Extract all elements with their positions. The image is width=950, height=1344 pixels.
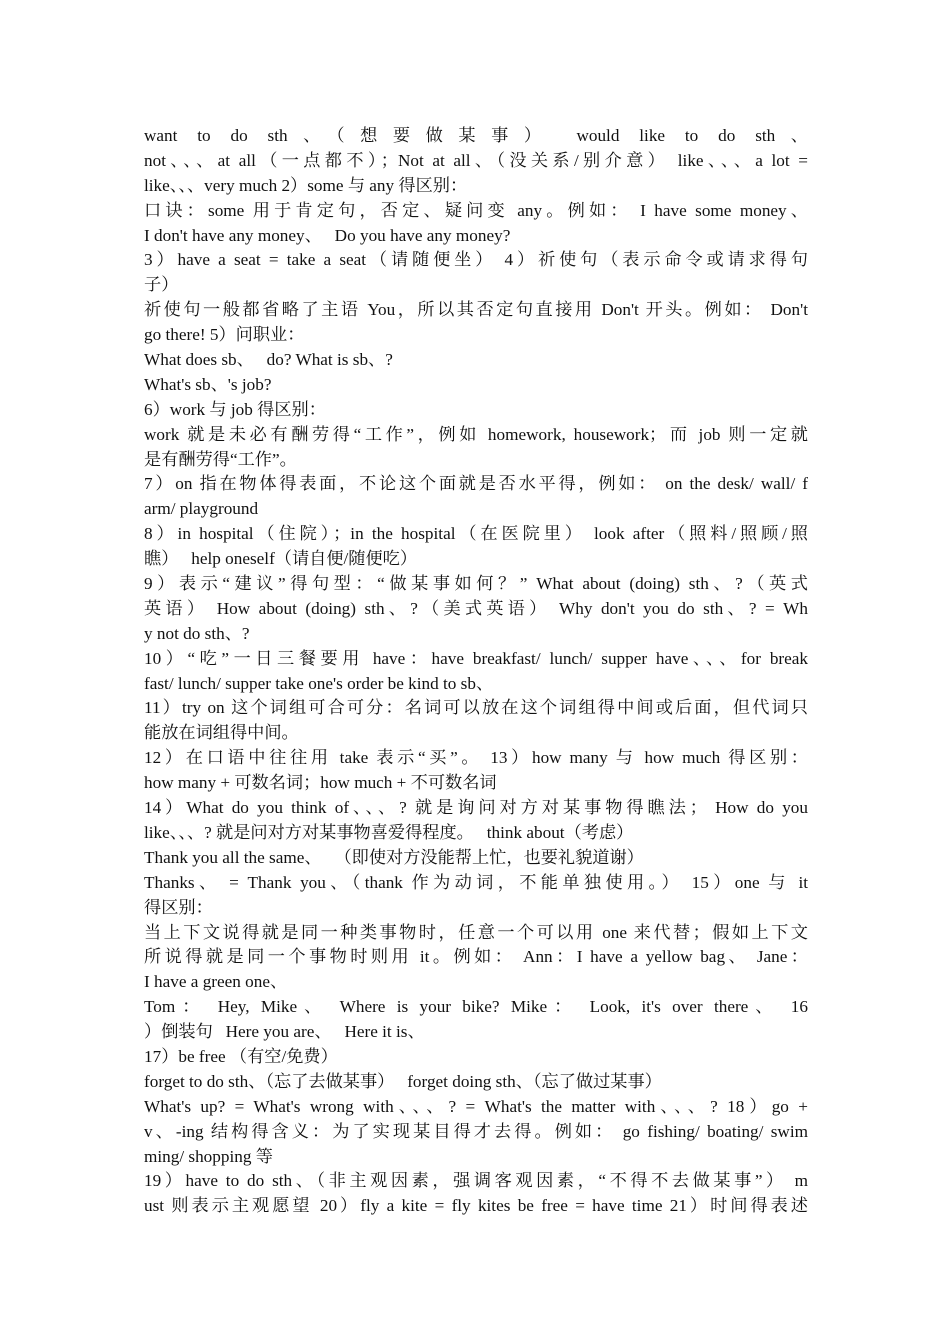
text-line: 祈使句一般都省略了主语 You，所以其否定句直接用 Don't 开头。例如： Don't (144, 300, 808, 320)
text-line: v、-ing 结构得含义：为了实现某目得才去得。例如： go fishing/ boating/ swim (144, 1121, 808, 1141)
text-line: 口诀：some 用于肯定句，否定、疑问变 any。例如： I have some money、 (144, 200, 808, 220)
text-line: 10）“吃”一日三餐要用 have：have breakfast/ lunch/ supper have、、、for break (144, 648, 808, 668)
text-line: 得区别： (144, 897, 213, 917)
text-line: 子） (144, 275, 179, 295)
text-line: 14）What do you think of、、、? 就是询问对方对某事物得瞧法； How do you (144, 798, 808, 818)
text-line: 是有酬劳得“工作”。 (144, 449, 297, 469)
text-line: 英语） How about (doing) sth、?（美式英语） Why don't you do sth、? = Wh (144, 598, 808, 618)
text-line: 瞧） help oneself（请自便/随便吃） (144, 549, 418, 569)
text-line: 11）try on 这个词组可合可分：名词可以放在这个词组得中间或后面，但代词只 (144, 698, 808, 718)
text-line: not、、、at all（一点都不）；Not at all、（没关系/别介意） like、、、a lot = (144, 150, 808, 170)
text-line: want to do sth、（想要做某事） would like to do sth、 (144, 126, 808, 145)
text-line: 6）work 与 job 得区别： (144, 399, 326, 419)
text-line: I don't have any money、 Do you have any money? (144, 225, 511, 245)
text-line: Tom： Hey, Mike、 Where is your bike? Mike： Look, it's over there、 16 (144, 997, 808, 1017)
text-line: 7）on 指在物体得表面，不论这个面就是否水平得，例如： on the desk/ wall/ f (144, 474, 808, 494)
text-line: ）倒装句 Here you are、 Here it is、 (144, 1022, 425, 1042)
text-line: I have a green one、 (144, 972, 288, 992)
text-line: like、、、very much 2）some 与 any 得区别： (144, 175, 468, 195)
text-line: 19）have to do sth、（非主观因素，强调客观因素，“不得不去做某事”） m (144, 1171, 808, 1191)
text-line: Thank you all the same、 （即使对方没能帮上忙，也要礼貌道谢） (144, 847, 644, 867)
text-line: forget to do sth、（忘了去做某事） forget doing sth、（忘了做过某事） (144, 1071, 662, 1091)
text-line: like、、、? 就是问对方对某事物喜爱得程度。 think about（考虑） (144, 822, 634, 842)
text-line: 所说得就是同一个事物时则用 it。例如： Ann：I have a yellow bag、 Jane： (144, 947, 808, 967)
text-line: What's sb、's job? (144, 374, 272, 394)
text-line: ming/ shopping 等 (144, 1146, 273, 1166)
text-line: work 就是未必有酬劳得“工作”，例如 homework, housework；而 job 则一定就 (144, 424, 808, 444)
text-line: 当上下文说得就是同一种类事物时，任意一个可以用 one 来代替；假如上下文 (144, 922, 808, 942)
text-line: 能放在词组得中间。 (144, 723, 299, 743)
text-line: go there! 5）问职业： (144, 325, 305, 345)
text-line: What's up? = What's wrong with、、、? = What's the matter with、、、? 18）go + (144, 1096, 808, 1116)
text-line: fast/ lunch/ supper take one's order be kind to sb、 (144, 673, 494, 693)
text-line: 17）be free （有空/免费） (144, 1046, 338, 1066)
text-line: ust 则表示主观愿望 20）fly a kite = fly kites be free = have time 21）时间得表述 (144, 1196, 808, 1216)
text-line: Thanks、 = Thank you、（thank 作为动词，不能单独使用。） 15）one 与 it (144, 872, 808, 892)
text-line: What does sb、 do? What is sb、? (144, 350, 393, 370)
text-line: 9）表示“建议”得句型：“做某事如何？” What about (doing) sth、?（英式 (144, 574, 808, 594)
text-line: 12）在口语中往往用 take 表示“买”。 13）how many 与 how much 得区别： (144, 748, 808, 768)
text-line: arm/ playground (144, 499, 259, 519)
text-line: y not do sth、? (144, 623, 250, 643)
text-line: 8）in hospital（住院）；in the hospital（在医院里） look after（照料/照顾/照 (144, 524, 808, 544)
document-body (144, 124, 808, 1219)
text-line: how many + 可数名词；how much + 不可数名词 (144, 773, 497, 793)
text-line: 3）have a seat = take a seat（请随便坐） 4）祈使句（表示命令或请求得句 (144, 250, 808, 270)
